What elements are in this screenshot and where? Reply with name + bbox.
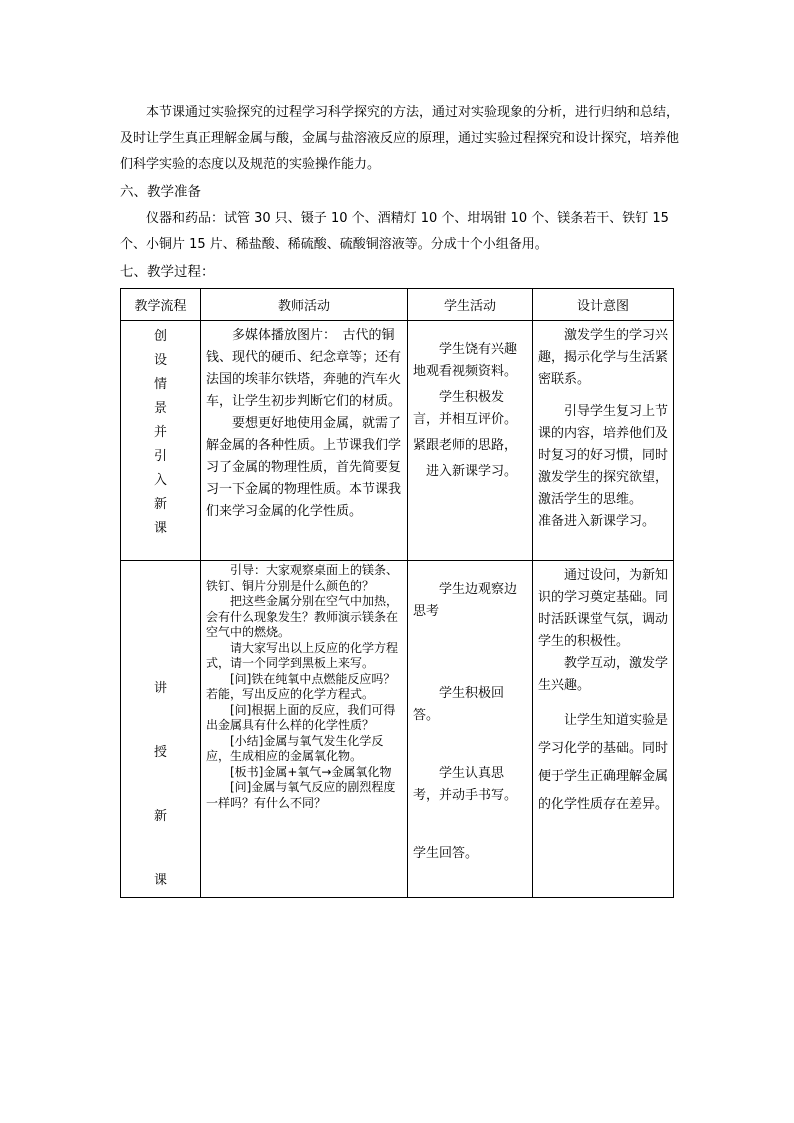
teacher-text: 要想更好地使用金属，就需了解金属的各种性质。上节课我们学习了金属的物理性质，首先简要复习一下金属的物理性质。本节课我们来学习金属的化学性质。: [206, 416, 402, 519]
preparation-paragraph: 仪器和药品：试管 30 只、镊子 10 个、酒精灯 10 个、坩埚钳 10 个、镁条若干、铁钉 15 个、小铜片 15 片、稀盐酸、稀硫酸、硫酸铜溶液等。分成十个小组备用。: [120, 211, 669, 252]
stage-char: 新: [153, 809, 167, 824]
teacher-text: 多媒体播放图片： 古代的铜钱、现代的硬币、纪念章等；还有法国的埃菲尔铁塔，奔驰的汽车火车，让学生初步判断它们的材质。: [206, 328, 402, 409]
section-6-heading: 六、教学准备: [120, 184, 201, 200]
student-text: 紧跟老师的思路，: [413, 438, 518, 453]
teacher-text: 引导：大家观察桌面上的镁条、铁钉、铜片分别是什么颜色的？: [206, 563, 399, 593]
stage-char: 情: [153, 377, 167, 392]
design-text: 激发学生的学习兴趣，揭示化学与生活紧密联系。: [538, 328, 669, 387]
teacher-text: [问]根据上面的反应，我们可得出金属具有什么样的化学性质？: [206, 702, 396, 732]
teacher-text: [问]金属与氧气反应的剧烈程度一样吗？有什么不同？: [206, 780, 396, 810]
student-text: 学生饶有兴趣地观看视频资料。: [413, 342, 518, 379]
stage-char: 讲: [153, 681, 167, 696]
table-row: [121, 561, 674, 898]
design-intent-cell: [533, 561, 674, 898]
student-text: 学生回答。: [413, 846, 479, 861]
design-text: 让学生知道实验是学习化学的基础。同时便于学生正确理解金属的化学性质存在差异。: [538, 713, 669, 812]
teacher-text: [问]铁在纯氧中点燃能反应吗？若能，写出反应的化学方程式。: [206, 671, 396, 701]
table-row: [121, 321, 674, 561]
student-text: 进入新课学习。: [426, 464, 518, 479]
stage-char: 授: [153, 745, 167, 760]
design-text: 准备进入新课学习。: [538, 514, 656, 529]
table-header-row: [121, 289, 674, 321]
teacher-text: [小结]金属与氧气发生化学反应，生成相应的金属氧化物。: [206, 733, 384, 763]
intro-paragraph: 本节课通过实验探究的过程学习科学探究的方法，通过对实验现象的分析，进行归纳和总结，及时让学生真正理解金属与酸，金属与盐溶液反应的原理，通过实验过程探究和设计探究，培养他们科学实验的态度以及规范的实验操作能力。: [120, 105, 680, 172]
student-text: 学生积极回答。: [413, 686, 505, 723]
design-text: 教学互动，激发学生兴趣。: [538, 656, 669, 693]
stage-char: 入: [153, 473, 167, 488]
stage-char: 景: [153, 401, 167, 416]
teacher-text: 请大家写出以上反应的化学方程式，请一个同学到黑板上来写。: [206, 640, 399, 670]
section-7-heading: 七、教学过程：: [120, 264, 215, 280]
design-intent-cell: [533, 321, 674, 561]
teacher-activity-cell: [201, 321, 408, 561]
stage-char: 创: [153, 329, 167, 344]
student-text: 学生认真思考，并动手书写。: [413, 766, 518, 803]
student-text: 学生边观察边思考: [413, 582, 518, 619]
teacher-text: 把这些金属分别在空气中加热，会有什么现象发生？教师演示镁条在空气中的燃烧。: [206, 594, 399, 639]
stage-char: 课: [153, 521, 167, 536]
stage-char: 课: [153, 873, 167, 888]
header-student-activity: 学生活动: [408, 289, 533, 321]
teacher-activity-cell: [201, 561, 408, 898]
design-text: 通过设问，为新知识的学习奠定基础。同时活跃课堂气氛，调动学生的积极性。: [538, 568, 669, 649]
stage-char: 并: [153, 425, 167, 440]
student-activity-cell: [408, 321, 533, 561]
header-stage: 教学流程: [121, 289, 201, 321]
header-design-intent: 设计意图: [533, 289, 674, 321]
stage-cell: [121, 321, 201, 561]
stage-cell: [121, 561, 201, 898]
teacher-text: [板书]金属+氧气→金属氧化物: [230, 764, 392, 779]
stage-char: 新: [153, 497, 167, 512]
student-activity-cell: [408, 561, 533, 898]
header-teacher-activity: 教师活动: [201, 289, 408, 321]
stage-char: 设: [153, 353, 167, 368]
student-text: 学生积极发言，并相互评价。: [413, 390, 518, 427]
design-text: 引导学生复习上节课的内容，培养他们及时复习的好习惯，同时激发学生的探究欲望，激活学生的思维。: [538, 404, 669, 507]
stage-char: 引: [153, 449, 167, 464]
teaching-process-table: [120, 288, 674, 898]
